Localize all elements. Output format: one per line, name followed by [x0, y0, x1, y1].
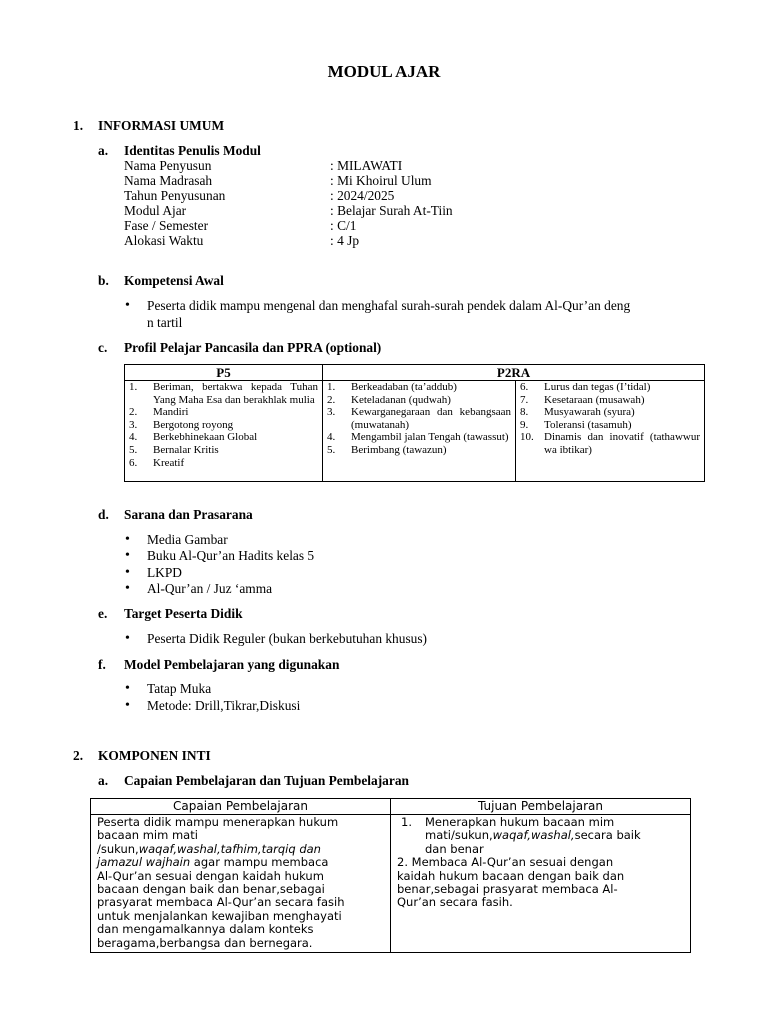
sub-f-letter: f. — [98, 657, 106, 672]
identitas-label: Nama Penyusun — [124, 158, 212, 173]
sarana-item: • LKPD — [147, 565, 182, 580]
sub-c-letter: c. — [98, 340, 108, 355]
list-item: 2. Mandiri — [129, 406, 189, 419]
cp-cell: Peserta didik mampu menerapkan hukum bacaan mim mati /sukun,waqaf,washal,tafhim,tarqiq dan jamazul wajhain agar mampu membaca Al-Qur’an sesuai dengan kaidah hukum bacaan dengan baik dan benar,sebagai prasyarat membaca Al-Qur’an secara fasih untuk menjalankan kewajiban menghayati dan mengamalkannya dalam konteks beragama,berbangsa dan bernegara. — [91, 815, 391, 953]
list-item: 2. Keteladanan (qudwah) — [327, 393, 451, 406]
section-2-number: 2. — [73, 748, 84, 763]
identitas-label: Alokasi Waktu — [124, 233, 204, 248]
kompetensi-awal-title: Kompetensi Awal — [124, 273, 224, 288]
identitas-value: : C/1 — [330, 218, 357, 233]
sub-b-letter: b. — [98, 273, 109, 288]
list-item: 7. Kesetaraan (musawah) — [520, 393, 645, 406]
identitas-label: Tahun Penyusunan — [124, 188, 226, 203]
section-2-title: KOMPONEN INTI — [98, 748, 211, 763]
list-item: 6. Lurus dan tegas (I’tidal) — [520, 381, 651, 393]
list-item: 10. Dinamis dan inovatif (tathawwur wa ibtikar) — [520, 431, 700, 456]
identitas-value: : 4 Jp — [330, 233, 360, 248]
list-item: 1. Beriman, bertakwa kepada Tuhan Yang Maha Esa dan berakhlak mulia — [129, 381, 318, 406]
target-title: Target Peserta Didik — [124, 606, 243, 621]
list-item: 5. Bernalar Kritis — [129, 443, 219, 456]
list-item: 5. Berimbang (tawazun) — [327, 443, 447, 456]
target-item: • Peserta Didik Reguler (bukan berkebutuhan khusus) — [147, 631, 427, 646]
identitas-label: Modul Ajar — [124, 203, 187, 218]
section-1-number: 1. — [73, 118, 84, 133]
tp-cell: 1. Menerapkan hukum bacaan mim mati/sukun,waqaf,washal,secara baik dan benar 2. Membaca Al-Qur’an sesuai dengan kaidah hukum bacaan dengan baik dan benar,sebagai prasyarat membaca Al- Qur’an secara fasih. — [391, 815, 691, 953]
identitas-value: : Mi Khoirul Ulum — [330, 173, 432, 188]
list-item: 6. Kreatif — [129, 456, 185, 469]
p2ra-cell-1 — [323, 381, 516, 482]
identitas-label: Fase / Semester — [124, 218, 209, 233]
p2ra-cell-2 — [516, 381, 705, 482]
list-item: 1. Berkeadaban (ta’addub) — [327, 381, 457, 393]
list-item: 3. Bergotong royong — [129, 418, 234, 431]
profil-table — [124, 364, 705, 482]
list-item: 8. Musyawarah (syura) — [520, 406, 635, 419]
capaian-title: Capaian Pembelajaran dan Tujuan Pembelajaran — [124, 773, 409, 788]
sub-a-letter: a. — [98, 143, 109, 158]
list-item: 3. Kewarganegaraan dan kebangsaan (muwatanah) — [327, 406, 511, 431]
model-item: • Metode: Drill,Tikrar,Diskusi — [147, 698, 300, 713]
capaian-tujuan-table — [90, 798, 691, 953]
kompetensi-awal-item-cont: n tartil — [147, 315, 183, 330]
identitas-value: : MILAWATI — [330, 158, 403, 173]
identitas-label: Nama Madrasah — [124, 173, 213, 188]
sarana-item: • Al-Qur’an / Juz ‘amma — [147, 581, 272, 596]
identitas-value: : 2024/2025 — [330, 188, 395, 203]
kompetensi-awal-item: • Peserta didik mampu mengenal dan menghafal surah-surah pendek dalam Al-Qur’an deng — [147, 298, 630, 313]
model-title: Model Pembelajaran yang digunakan — [124, 657, 340, 672]
sub-2a-letter: a. — [98, 773, 109, 788]
list-item: 4. Mengambil jalan Tengah (tawassut) — [327, 431, 509, 444]
model-item: • Tatap Muka — [147, 681, 211, 696]
sarana-title: Sarana dan Prasarana — [124, 507, 253, 522]
sarana-item: • Buku Al-Qur’an Hadits kelas 5 — [147, 548, 314, 563]
identitas-value: : Belajar Surah At-Tiin — [330, 203, 453, 218]
identitas-title: Identitas Penulis Modul — [124, 143, 261, 158]
section-1-title: INFORMASI UMUM — [98, 118, 225, 133]
p5-header: P5 — [125, 365, 323, 381]
tp-header: Tujuan Pembelajaran — [391, 799, 691, 815]
list-item: 4. Berkebhinekaan Global — [129, 431, 258, 444]
sub-e-letter: e. — [98, 606, 108, 621]
cp-header: Capaian Pembelajaran — [91, 799, 391, 815]
sub-d-letter: d. — [98, 507, 109, 522]
profil-title: Profil Pelajar Pancasila dan PPRA (optional) — [124, 340, 382, 355]
page-title: MODUL AJAR — [327, 62, 441, 81]
p2ra-header: P2RA — [323, 365, 705, 381]
sarana-item: • Media Gambar — [147, 532, 228, 547]
p5-cell — [125, 381, 323, 482]
list-item: 9. Toleransi (tasamuh) — [520, 418, 632, 431]
list-item: 1. Menerapkan hukum bacaan mim mati/sukun,waqaf,washal,secara baik dan benar — [401, 815, 641, 856]
